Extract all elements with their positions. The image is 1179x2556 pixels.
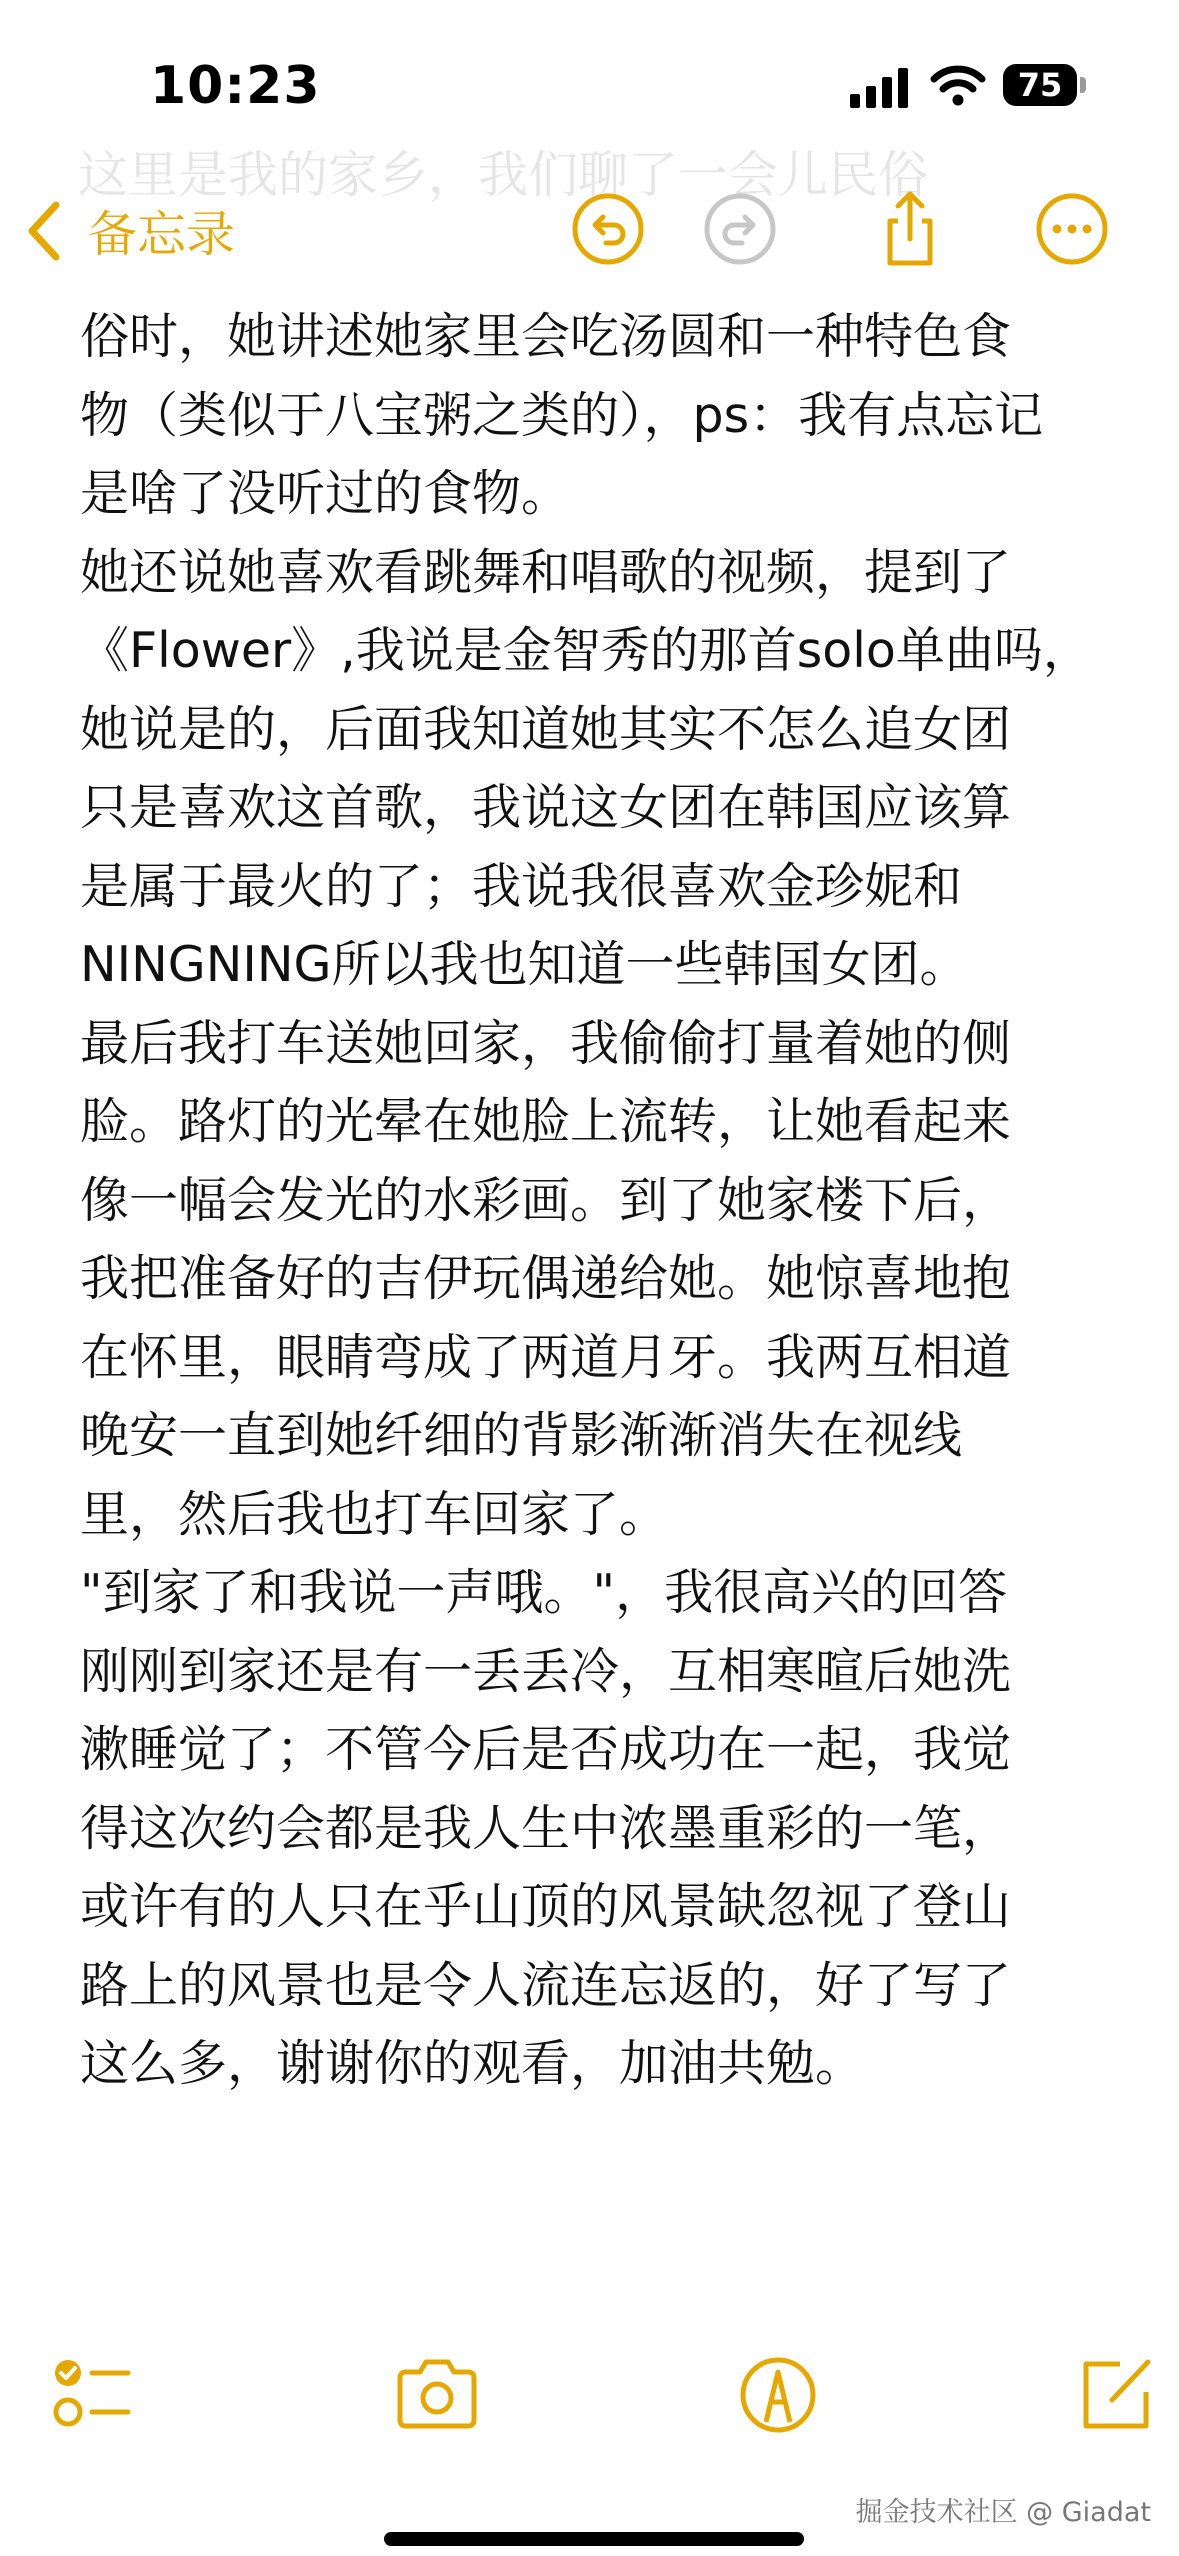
note-line: 她还说她喜欢看跳舞和唱歌的视频，提到了 — [80, 543, 1012, 601]
note-line: 只是喜欢这首歌，我说这女团在韩国应该算 — [80, 779, 1012, 836]
status-bar — [0, 0, 1179, 170]
watermark: 掘金技术社区 @ Giadat — [855, 2497, 1151, 2528]
markup-icon[interactable] — [733, 2350, 823, 2440]
note-line: "到家了和我说一声哦。"，我很高兴的回答 — [80, 1564, 1008, 1621]
note-line: 物（类似于八宝粥之类的），ps：我有点忘记 — [80, 386, 1044, 444]
battery-tip — [1080, 77, 1086, 93]
bottom-toolbar — [0, 2350, 1179, 2470]
note-line: 是属于最火的了；我说我很喜欢金珍妮和 — [80, 857, 963, 915]
more-icon[interactable] — [1032, 189, 1112, 269]
status-time: 10:23 — [150, 56, 321, 116]
note-line: 里，然后我也打车回家了。 — [80, 1485, 669, 1543]
nav-bar — [0, 175, 1179, 285]
back-label: 备忘录 — [88, 206, 236, 263]
note-line: 《Flower》,我说是金智秀的那首solo单曲吗， — [80, 622, 1092, 679]
note-line: 最后我打车送她回家，我偷偷打量着她的侧 — [80, 1014, 1012, 1072]
undo-icon[interactable] — [568, 189, 648, 269]
note-line: 在怀里，眼睛弯成了两道月牙。我两互相道 — [80, 1328, 1012, 1386]
wifi-icon — [930, 64, 986, 106]
note-line: 漱睡觉了；不管今后是否成功在一起，我觉 — [80, 1721, 1012, 1778]
note-line: 俗时，她讲述她家里会吃汤圆和一种特色食 — [80, 308, 1012, 365]
note-line: NINGNING所以我也知道一些韩国女团。 — [80, 936, 969, 993]
note-line: 我把准备好的吉伊玩偶递给她。她惊喜地抱 — [80, 1250, 1012, 1307]
battery-icon: 75 — [1003, 64, 1077, 106]
compose-icon[interactable] — [1072, 2350, 1162, 2440]
note-line: 得这次约会都是我人生中浓墨重彩的一笔， — [80, 1799, 1012, 1857]
note-line: 她说是的，后面我知道她其实不怎么追女团 — [80, 700, 1012, 758]
note-body[interactable] — [80, 298, 1120, 2104]
note-line: 刚刚到家还是有一丢丢冷，互相寒暄后她洗 — [80, 1642, 1012, 1700]
chevron-left-icon — [22, 199, 66, 263]
note-line: 或许有的人只在乎山顶的风景缺忽视了登山 — [80, 1878, 1012, 1935]
back-button[interactable] — [22, 195, 235, 267]
note-line: 晚安一直到她纤细的背影渐渐消失在视线 — [80, 1407, 963, 1464]
camera-icon[interactable] — [392, 2350, 482, 2440]
note-line: 像一幅会发光的水彩画。到了她家楼下后， — [80, 1171, 1012, 1229]
note-line: 脸。路灯的光晕在她脸上流转，让她看起来 — [80, 1093, 1012, 1150]
note-line: 路上的风景也是令人流连忘返的，好了写了 — [80, 1956, 1012, 2014]
home-indicator[interactable] — [384, 2532, 804, 2546]
share-icon[interactable] — [870, 189, 950, 269]
note-line: 这么多，谢谢你的观看，加油共勉。 — [80, 2035, 865, 2092]
cellular-signal-icon — [850, 68, 912, 108]
redo-icon[interactable] — [700, 189, 780, 269]
checklist-icon[interactable] — [48, 2350, 138, 2440]
note-line: 是啥了没听过的食物。 — [80, 465, 571, 522]
ghost-line: 这里是我的家乡，我们聊了一会儿民俗 — [78, 146, 928, 204]
